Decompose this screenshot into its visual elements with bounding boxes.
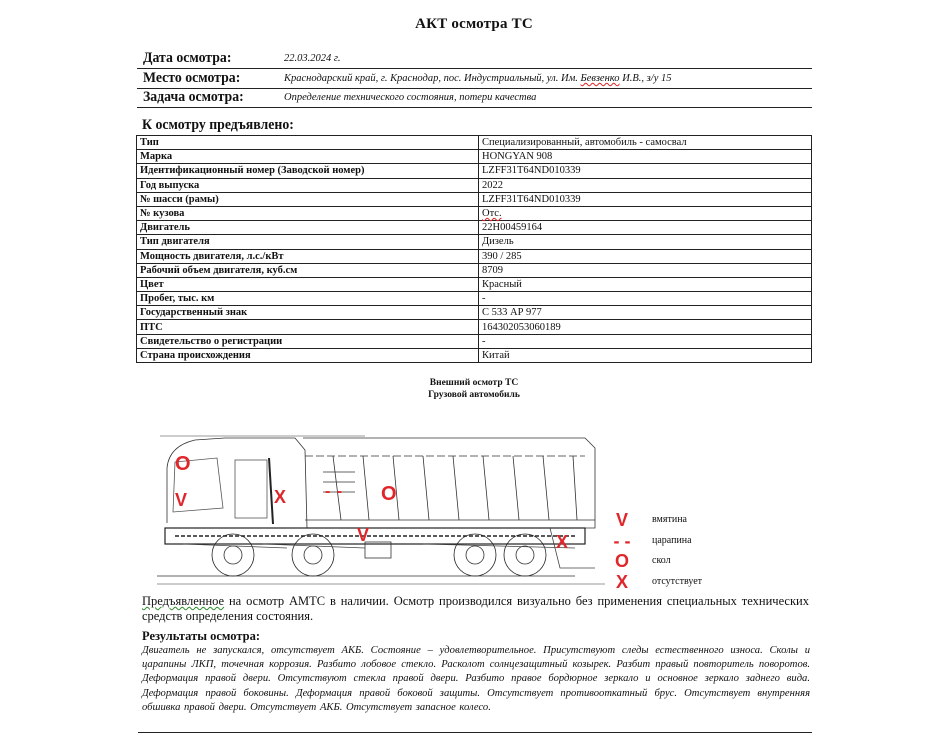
mark-dent-side: V <box>357 525 370 545</box>
scratch-icon: - - <box>613 530 631 551</box>
row-value: Китай <box>479 348 812 362</box>
row-value: LZFF31T64ND010339 <box>479 192 812 206</box>
meta-row-date <box>137 50 812 69</box>
mark-chip-body: O <box>381 483 397 505</box>
mark-missing-rear: X <box>556 532 569 552</box>
section-title-presented: К осмотру предъявлено: <box>142 117 294 133</box>
table-row <box>137 235 812 249</box>
meta-value-date: 22.03.2024 г. <box>284 53 341 64</box>
missing-icon: X <box>615 571 628 592</box>
dent-icon: V <box>615 510 628 530</box>
row-key: Мощность двигателя, л.с./кВт <box>137 249 479 263</box>
meta-value-place <box>284 73 671 84</box>
row-key: Цвет <box>137 277 479 291</box>
row-value: LZFF31T64ND010339 <box>479 164 812 178</box>
table-row <box>137 348 812 362</box>
legend-label: отсутствует <box>652 575 703 587</box>
meta-value-task: Определение технического состояния, потери качества <box>284 92 537 103</box>
row-key: Год выпуска <box>137 178 479 192</box>
body-number-value: Отс. <box>482 208 502 220</box>
table-row <box>137 178 812 192</box>
row-key: ПТС <box>137 320 479 334</box>
place-text-suffix: И.В., з/у 15 <box>619 73 672 84</box>
row-value: Красный <box>479 277 812 291</box>
meta-row-place <box>137 70 812 89</box>
document-title: АКТ осмотра ТС <box>415 16 533 32</box>
results-title: Результаты осмотра: <box>142 629 260 643</box>
row-value: 164302053060189 <box>479 320 812 334</box>
row-value: С 533 АР 977 <box>479 306 812 320</box>
place-text-prefix: Краснодарский край, г. Краснодар, пос. Индустриальный, ул. Им. <box>284 73 581 84</box>
row-key: № кузова <box>137 206 479 220</box>
vehicle-spec-table <box>136 135 812 363</box>
row-key: № шасси (рамы) <box>137 192 479 206</box>
row-key: Пробег, тыс. км <box>137 292 479 306</box>
row-key: Идентификационный номер (Заводской номер) <box>137 164 479 178</box>
inspection-note-text: на осмотр АМТС в наличии. Осмотр производился визуально без применения специальных технических средств определения состояния. <box>142 594 809 623</box>
table-row <box>137 192 812 206</box>
table-row <box>137 150 812 164</box>
chip-icon: O <box>614 551 629 571</box>
table-row <box>137 206 812 220</box>
inspection-note <box>142 594 809 624</box>
row-key: Свидетельство о регистрации <box>137 334 479 348</box>
row-key: Государственный знак <box>137 306 479 320</box>
legend-label: царапина <box>652 534 692 546</box>
meta-label-date: Дата осмотра: <box>143 50 232 66</box>
row-key: Тип <box>137 136 479 150</box>
row-key: Рабочий объем двигателя, куб.см <box>137 263 479 277</box>
row-value: 390 / 285 <box>479 249 812 263</box>
table-row <box>137 292 812 306</box>
results-text: Двигатель не запускался, отсутствует АКБ. Состояние – удовлетворительное. Присутствуют следы естественного износа. Сколы и царапины ЛКП, точечная коррозия. Разбито лобовое стекло. Расколот солнцезащитный козырек. Разбит правый повторитель поворотов. Деформация правой двери. Отсутствуют стекла правой двери. Разбито правое бордюрное зеркало и основное зеркало заднего вида. Деформация правой боковины. Деформация правой боковой защиты. Отсутствует противооткатный брус. Отсутствует внутренняя обшивка правой двери. Отсутствует АКБ. Отсутствует запасное колесо. <box>142 645 810 713</box>
row-value: HONGYAN 908 <box>479 150 812 164</box>
legend-label: вмятина <box>652 514 687 525</box>
row-key: Тип двигателя <box>137 235 479 249</box>
diagram-title-line2: Грузовой автомобиль <box>428 390 520 400</box>
row-value: 2022 <box>479 178 812 192</box>
row-value: 8709 <box>479 263 812 277</box>
table-row <box>137 277 812 291</box>
mark-chip-cab: O <box>175 453 191 475</box>
diagram-title <box>0 377 948 401</box>
results-underline <box>138 732 812 733</box>
table-row <box>137 164 812 178</box>
row-value: 22H00459164 <box>479 221 812 235</box>
row-value: - <box>479 334 812 348</box>
table-row <box>137 306 812 320</box>
place-text-misspelled: Бевзенко <box>580 73 620 84</box>
table-row <box>137 263 812 277</box>
row-key: Марка <box>137 150 479 164</box>
diagram-title-line1: Внешний осмотр ТС <box>429 378 519 388</box>
dump-truck-diagram <box>155 428 610 590</box>
row-value <box>479 206 812 220</box>
table-row <box>137 221 812 235</box>
meta-label-place: Место осмотра: <box>143 70 241 86</box>
table-row <box>137 320 812 334</box>
meta-row-task <box>137 89 812 108</box>
inspection-note-first-word: Предъявленное <box>142 594 225 608</box>
mark-dent-cab: V <box>175 490 188 510</box>
meta-label-task: Задача осмотра: <box>143 89 244 105</box>
table-row <box>137 334 812 348</box>
table-row <box>137 249 812 263</box>
row-key: Страна происхождения <box>137 348 479 362</box>
row-value: Специализированный, автомобиль - самосвал <box>479 136 812 150</box>
mark-missing-cab: X <box>274 487 287 507</box>
row-value: - <box>479 292 812 306</box>
legend-label: скол <box>652 555 671 566</box>
row-key: Двигатель <box>137 221 479 235</box>
mark-scratch-body: - - <box>325 483 344 500</box>
table-row <box>137 136 812 150</box>
row-value: Дизель <box>479 235 812 249</box>
